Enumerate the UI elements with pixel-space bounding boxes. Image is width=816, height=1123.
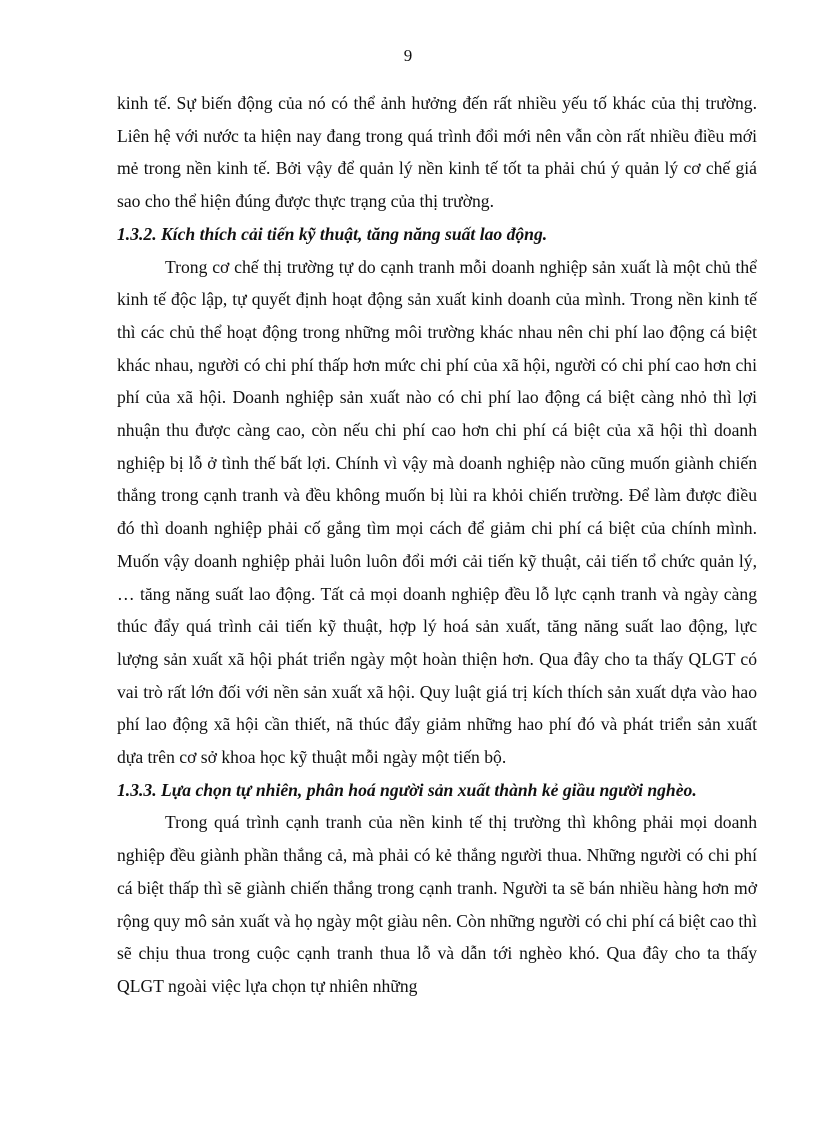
section-heading-1-3-3: 1.3.3. Lựa chọn tự nhiên, phân hoá người sản xuất thành kẻ giầu người nghèo. bbox=[117, 779, 697, 800]
section-heading-1-3-2: 1.3.2. Kích thích cải tiến kỹ thuật, tăng năng suất lao động. bbox=[117, 223, 548, 244]
document-body bbox=[117, 87, 757, 1003]
page-number: 9 bbox=[403, 46, 413, 65]
paragraph-section-1-3-3: Trong quá trình cạnh tranh của nền kinh tế thị trường thì không phải mọi doanh nghiệp đều giành phần thắng cả, mà phải có kẻ thắng người thua. Những người có chi phí cá biệt thấp thì sẽ giành chiến thắng trong cạnh tranh. Người ta sẽ bán nhiều hàng hơn mở rộng quy mô sản xuất và họ ngày một giàu nên. Còn những người có chi phí cá biệt cao thì sẽ chịu thua trong cuộc cạnh tranh thua lỗ và dẫn tới nghèo khó. Qua đây cho ta thấy QLGT ngoài việc lựa chọn tự nhiên những bbox=[117, 812, 757, 996]
paragraph-intro: kinh tế. Sự biến động của nó có thể ảnh hưởng đến rất nhiều yếu tố khác của thị trường. Liên hệ với nước ta hiện nay đang trong quá trình đổi mới nên vẫn còn rất nhiều điều mới mẻ trong nền kinh tế. Bởi vậy để quản lý nền kinh tế tốt ta phải chú ý quản lý cơ chế giá sao cho thể hiện đúng được thực trạng của thị trường. bbox=[117, 93, 757, 212]
paragraph-section-1-3-2: Trong cơ chế thị trường tự do cạnh tranh mỗi doanh nghiệp sản xuất là một chủ thể kinh tế độc lập, tự quyết định hoạt động sản xuất kinh doanh của mình. Trong nền kinh tế thì các chủ thể hoạt động trong những môi trường khác nhau nên chi phí lao động cá biệt khác nhau, người có chi phí thấp hơn mức chi phí của xã hội, người có chi phí cao hơn chi phí của xã hội. Doanh nghiệp sản xuất nào có chi phí lao động cá biệt càng nhỏ thì lợi nhuận thu được càng cao, còn nếu chi phí cao hơn chi phí cá biệt của xã hội thì doanh nghiệp bị lỗ ở tình thế bất lợi. Chính vì vậy mà doanh nghiệp nào cũng muốn giành chiến thắng trong cạnh tranh và đều không muốn bị lùi ra khỏi chiến trường. Để làm được điều đó thì doanh nghiệp phải cố gắng tìm mọi cách để giảm chi phí cá biệt của chính mình. Muốn vậy doanh nghiệp phải luôn luôn đổi mới cải tiến kỹ thuật, cải tiến tổ chức quản lý, … tăng năng suất lao động. Tất cả mọi doanh nghiệp đều lỗ lực cạnh tranh và ngày càng thúc đẩy quá trình cải tiến kỹ thuật, hợp lý hoá sản xuất, tăng năng suất lao động, lực lượng sản xuất xã hội phát triển ngày một hoàn thiện hơn. Qua đây cho ta thấy QLGT có vai trò rất lớn đối với nền sản xuất xã hội. Quy luật giá trị kích thích sản xuất dựa vào hao phí lao động xã hội cần thiết, nã thúc đẩy giảm những hao phí đó và phát triển sản xuất dựa trên cơ sở khoa học kỹ thuật mỗi ngày một tiến bộ. bbox=[117, 256, 757, 768]
